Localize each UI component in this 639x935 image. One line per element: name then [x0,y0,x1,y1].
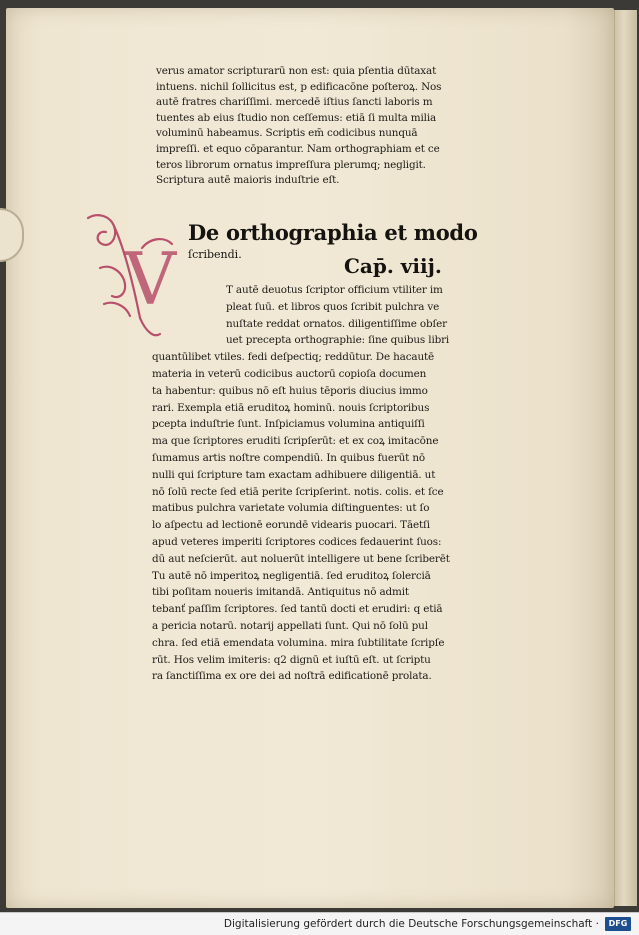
text-line: verus amator scripturarū non est: quia pſentia dūtaxat [156,65,437,77]
text-line: tibi poſitam noueris imitandā. Antiquitus nō admit [152,586,409,599]
text-line: pleat ſuū. et libros quos ſcribit pulchra ve [226,300,440,313]
text-line: materia in veterū codicibus auctorū copioſa documen [152,367,427,380]
dfg-logo[interactable]: DFG [605,917,631,931]
text-line: tuentes ab eius ſtudio non ceſſemus: etiā ſi multa milia [156,111,437,124]
text-line: a pericia notarū. notarij appellati ſunt. Qui nō ſolū pul [152,619,428,632]
text-line: apud veteres imperiti ſcriptores codices fedauerint ſuos: [152,535,442,548]
chapter-number: Cap̄. viij. [344,254,442,278]
text-line: voluminū habeamus. Scriptis em̄ codicibus nunquā [156,127,418,140]
page-edge [614,10,637,906]
text-line: Tu autē nō imperitoꝝ negligentiā. ſed eruditoꝝ ſolerciā [152,569,431,582]
text-line: quantūlibet vtiles. fedi deſpectiq; reddūtur. De hacautē [152,351,435,364]
text-line: Scriptura autē maioris induſtrie eſt. [156,174,340,187]
chapter-heading [188,220,528,278]
text-line: nulli qui ſcripture tam exactam adhibuere diligentiā. ut [152,468,436,481]
text-line: rari. Exempla etiā eruditoꝝ hominū. nouis ſcriptoribus [152,401,430,414]
footer-separator: · [595,918,599,930]
heading-title: De orthographia et modo [188,220,478,245]
text-line: tebanť paſſim ſcriptores. ſed tantū docti et erudiri: q etiā [152,603,443,616]
text-line: T autē deuotus ſcriptor officium vtiliter im [226,284,443,296]
heading-subtitle: ſcribendi. [188,248,242,261]
text-line: impreſſi. et equo cōparantur. Nam orthographiam et ce [156,142,440,155]
text-line: matibus pulchra varietate volumia diſtinguentes: ut ſo [152,502,430,515]
text-line: ta habentur: quibus nō eſt huius tēporis diucius immo [152,384,428,397]
text-line: lo aſpectu ad lectionē eorundē videaris puocari. Tāetſi [152,519,430,532]
main-paragraph [152,282,526,685]
text-line: rūt. Hos velim imiteris: q2 dignū et iuſtū eſt. ut ſcriptu [152,653,431,666]
text-line: chra. ſed etiā emendata volumina. mira ſubtilitate ſcripſe [152,636,445,649]
text-line: teros librorum ornatus impreſſura plerumq; negligit. [156,158,426,171]
footer-bar [0,912,639,935]
text-line: pcepta induſtrie ſunt. Inſpiciamus volumina antiquiſſi [152,418,425,431]
text-line: dū aut neſcierūt. aut noluerūt intelligere ut bene ſcriberēt [152,552,450,565]
initial-letter: V [124,237,176,321]
text-line: autē fratres chariſſimi. mercedē iſtius ſancti laboris m [156,96,433,109]
text-line: ra ſanctiſſima ex ore dei ad noſtrā edificationē prolata. [152,670,432,683]
text-line: intuens. nichil ſollicitus est, p edificacōne poſteroꝝ. Nos [156,80,442,93]
text-line: nō ſolū recte ſed etiā perite ſcripſerint. notis. colis. et ſce [152,485,444,498]
text-line: ma que ſcriptores eruditi ſcripſerūt: et ex coꝝ imitacōne [152,435,439,448]
funding-label: Digitalisierung gefördert durch die Deutsche Forschungsgemeinschaft [223,918,593,930]
top-paragraph [156,64,526,189]
text-line: nuſtate reddat ornatos. diligentiſſime obſer [226,317,447,330]
text-line: uet precepta orthographie: ſine quibus libri [226,334,450,347]
text-line: ſumamus artis noſtre compendiū. In quibus fuerūt nō [152,451,426,464]
footer-funding-text [224,918,599,930]
